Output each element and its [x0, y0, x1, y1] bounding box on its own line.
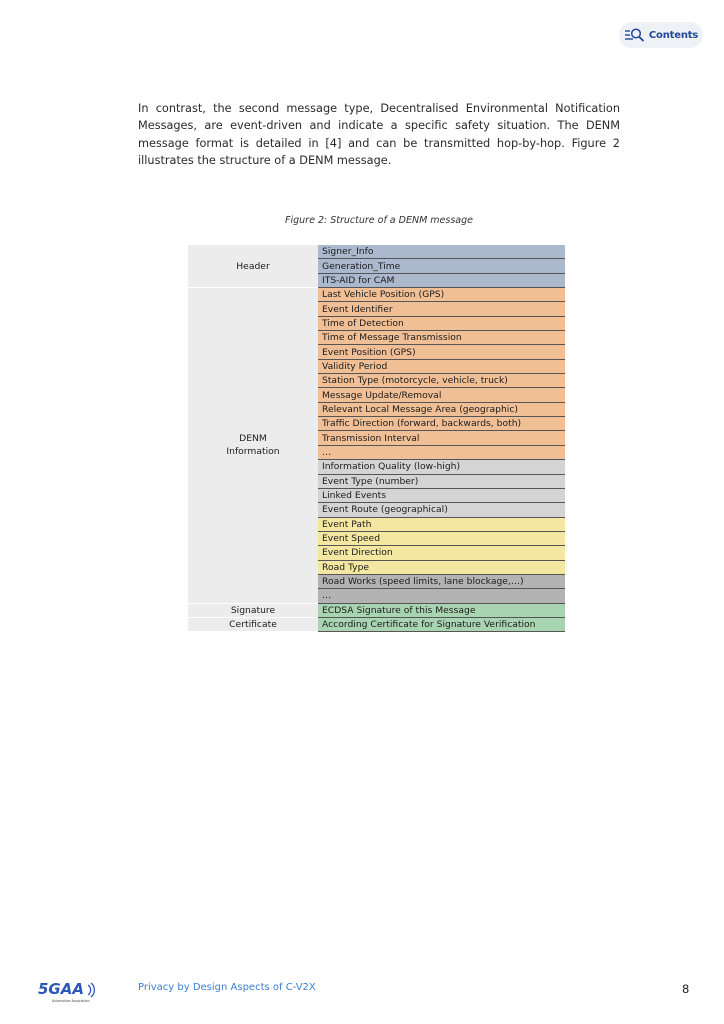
field-cell: ECDSA Signature of this Message: [318, 603, 565, 617]
field-cell: Linked Events: [318, 488, 565, 502]
field-cell: Event Identifier: [318, 302, 565, 316]
table-row: [188, 617, 565, 631]
field-cell: Traffic Direction (forward, backwards, both): [318, 417, 565, 431]
field-cell: Time of Detection: [318, 316, 565, 330]
field-cell: Event Speed: [318, 531, 565, 545]
table-row: [188, 245, 565, 259]
body-paragraph: In contrast, the second message type, Decentralised Environmental Notification Messages, are event-driven and indicate a specific safety situation. The DENM message format is detailed in [4] and can be transmitted hop-by-hop. Figure 2 illustrates the structure of a DENM message.: [138, 102, 620, 167]
table-row: [188, 288, 565, 302]
field-cell: Time of Message Transmission: [318, 331, 565, 345]
field-cell: Event Position (GPS): [318, 345, 565, 359]
denm-structure-table: [188, 245, 565, 632]
field-cell: According Certificate for Signature Verification: [318, 617, 565, 631]
5gaa-logo: [38, 980, 102, 1004]
field-cell: Station Type (motorcycle, vehicle, truck): [318, 374, 565, 388]
logo-wordmark: 5GAA: [38, 980, 84, 998]
field-cell: Road Works (speed limits, lane blockage,…): [318, 574, 565, 588]
logo-tagline: Automotive Association: [52, 999, 90, 1003]
field-cell: Event Path: [318, 517, 565, 531]
table-row: [188, 603, 565, 617]
field-cell: Event Route (geographical): [318, 503, 565, 517]
field-cell: …: [318, 445, 565, 459]
group-label: Certificate: [188, 617, 318, 631]
field-cell: Message Update/Removal: [318, 388, 565, 402]
field-cell: Validity Period: [318, 359, 565, 373]
field-cell: …: [318, 589, 565, 603]
field-cell: Event Type (number): [318, 474, 565, 488]
contents-search-icon: [624, 27, 646, 43]
group-label: Signature: [188, 603, 318, 617]
field-cell: Event Direction: [318, 546, 565, 560]
figure-caption: Figure 2: Structure of a DENM message: [285, 215, 473, 226]
field-cell: ITS-AID for CAM: [318, 273, 565, 287]
field-cell: Information Quality (low-high): [318, 460, 565, 474]
contents-label: Contents: [648, 29, 699, 41]
field-cell: Last Vehicle Position (GPS): [318, 288, 565, 302]
page-number: 8: [682, 982, 690, 996]
field-cell: Transmission Interval: [318, 431, 565, 445]
field-cell: Relevant Local Message Area (geographic): [318, 402, 565, 416]
group-label: Header: [188, 245, 318, 288]
contents-button[interactable]: [619, 22, 703, 48]
footer-doc-title: Privacy by Design Aspects of C-V2X: [138, 982, 316, 993]
group-label: DENM Information: [188, 288, 318, 604]
field-cell: Signer_Info: [318, 245, 565, 259]
field-cell: Road Type: [318, 560, 565, 574]
field-cell: Generation_Time: [318, 259, 565, 273]
